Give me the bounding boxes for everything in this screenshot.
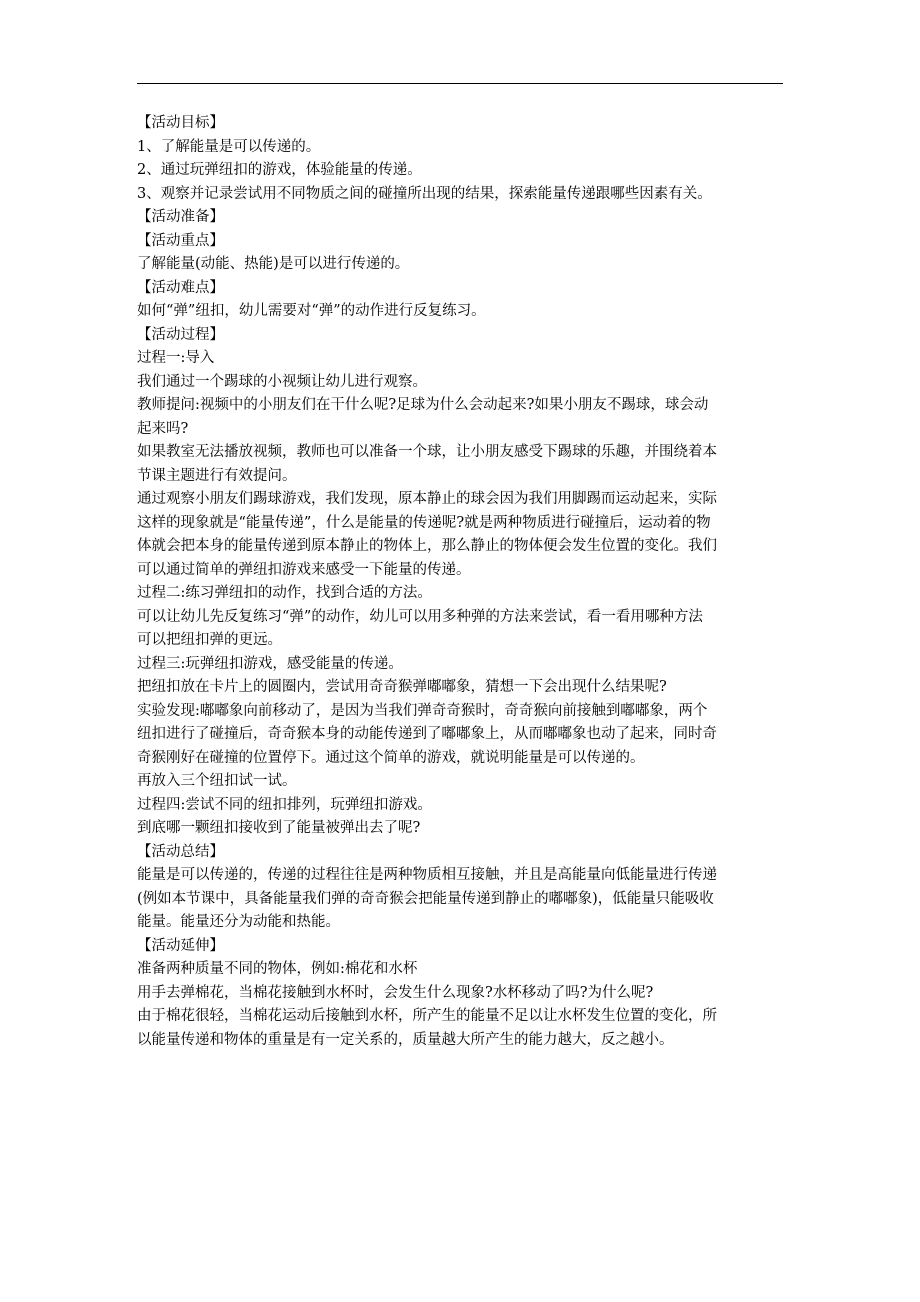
- paragraph-line: 通过观察小朋友们踢球游戏，我们发现，原本静止的球会因为我们用脚踢而运动起来，实际: [137, 491, 717, 507]
- process-step-4-title: 过程四:尝试不同的纽扣排列，玩弹纽扣游戏。: [137, 796, 432, 813]
- paragraph-line: 教师提问:视频中的小朋友们在干什么呢?足球为什么会动起来?如果小朋友不踢球，球会动: [137, 397, 709, 413]
- paragraph-line: 准备两种质量不同的物体，例如:棉花和水杯: [137, 961, 418, 977]
- section-heading-extension: 【活动延伸】: [137, 937, 224, 954]
- paragraph-line: 用手去弹棉花，当棉花接触到水杯时，会发生什么现象?水杯移动了吗?为什么呢?: [137, 984, 654, 1001]
- header-rule: [137, 83, 783, 84]
- goal-item-3: 3、观察并记录尝试用不同物质之间的碰撞所出现的结果，探索能量传递跟哪些因素有关。: [137, 185, 712, 202]
- paragraph-line: 这样的现象就是“能量传递”，什么是能量的传递呢?就是两种物质进行碰撞后，运动着的物: [137, 514, 711, 531]
- process-step-2-title: 过程二:练习弹纽扣的动作，找到合适的方法。: [137, 585, 432, 601]
- section-heading-summary: 【活动总结】: [137, 843, 224, 860]
- paragraph-line: 我们通过一个踢球的小视频让幼儿进行观察。: [137, 373, 427, 390]
- paragraph-line: 如果教室无法播放视频，教师也可以准备一个球，让小朋友感受下踢球的乐趣，并围绕着本: [137, 444, 717, 460]
- paragraph-line: 实验发现:嘟嘟象向前移动了，是因为当我们弹奇奇猴时，奇奇猴向前接触到嘟嘟象，两个: [137, 702, 708, 719]
- paragraph-line: 能量是可以传递的，传递的过程往往是两种物质相互接触，并且是高能量向低能量进行传递: [137, 867, 717, 883]
- document-body: [137, 112, 787, 1052]
- section-heading-key-points: 【活动重点】: [137, 232, 224, 249]
- paragraph-line: 把纽扣放在卡片上的圆圈内，尝试用奇奇猴弹嘟嘟象，猜想一下会出现什么结果呢?: [137, 679, 667, 695]
- paragraph-line: 纽扣进行了碰撞后，奇奇猴本身的动能传递到了嘟嘟象上，从而嘟嘟象也动了起来，同时奇: [137, 726, 717, 742]
- difficulties-text: 如何“弹”纽扣，幼儿需要对“弹”的动作进行反复练习。: [137, 303, 486, 319]
- paragraph-line: 以能量传递和物体的重量是有一定关系的，质量越大所产生的能力越大，反之越小。: [137, 1031, 674, 1048]
- paragraph-line: 可以把纽扣弹的更远。: [137, 632, 282, 648]
- paragraph-line: 起来吗?: [137, 420, 189, 437]
- paragraph-line: 奇猴刚好在碰撞的位置停下。通过这个简单的游戏，就说明能量是可以传递的。: [137, 749, 645, 766]
- paragraph-line: 可以让幼儿先反复练习“弹”的动作，幼儿可以用多种弹的方法来尝试，看一看用哪种方法: [137, 608, 703, 625]
- paragraph-line: 能量。能量还分为动能和热能。: [137, 914, 340, 930]
- paragraph-line: 体就会把本身的能量传递到原本静止的物体上，那么静止的物体便会发生位置的变化。我们: [137, 538, 717, 554]
- paragraph-line: (例如本节课中，具备能量我们弹的奇奇猴会把能量传递到静止的嘟嘟象)，低能量只能吸收: [137, 890, 714, 907]
- paragraph-line: 由于棉花很轻，当棉花运动后接触到水杯，所产生的能量不足以让水杯发生位置的变化，所: [137, 1008, 717, 1024]
- process-step-1-title: 过程一:导入: [137, 350, 215, 366]
- section-heading-difficulties: 【活动难点】: [137, 279, 224, 296]
- goal-item-1: 1、了解能量是可以传递的。: [137, 138, 321, 155]
- key-points-text: 了解能量(动能、热能)是可以进行传递的。: [137, 256, 410, 272]
- paragraph-line: 到底哪一颗纽扣接收到了能量被弹出去了呢?: [137, 820, 421, 836]
- paragraph-line: 可以通过简单的弹纽扣游戏来感受一下能量的传递。: [137, 561, 471, 578]
- section-heading-goals: 【活动目标】: [137, 115, 224, 131]
- section-heading-process: 【活动过程】: [137, 326, 224, 343]
- paragraph-line: 再放入三个纽扣试一试。: [137, 773, 297, 789]
- paragraph-line: 节课主题进行有效提问。: [137, 467, 297, 484]
- goal-item-2: 2、通过玩弹纽扣的游戏，体验能量的传递。: [137, 162, 422, 178]
- section-heading-preparation: 【活动准备】: [137, 209, 224, 225]
- process-step-3-title: 过程三:玩弹纽扣游戏，感受能量的传递。: [137, 655, 403, 672]
